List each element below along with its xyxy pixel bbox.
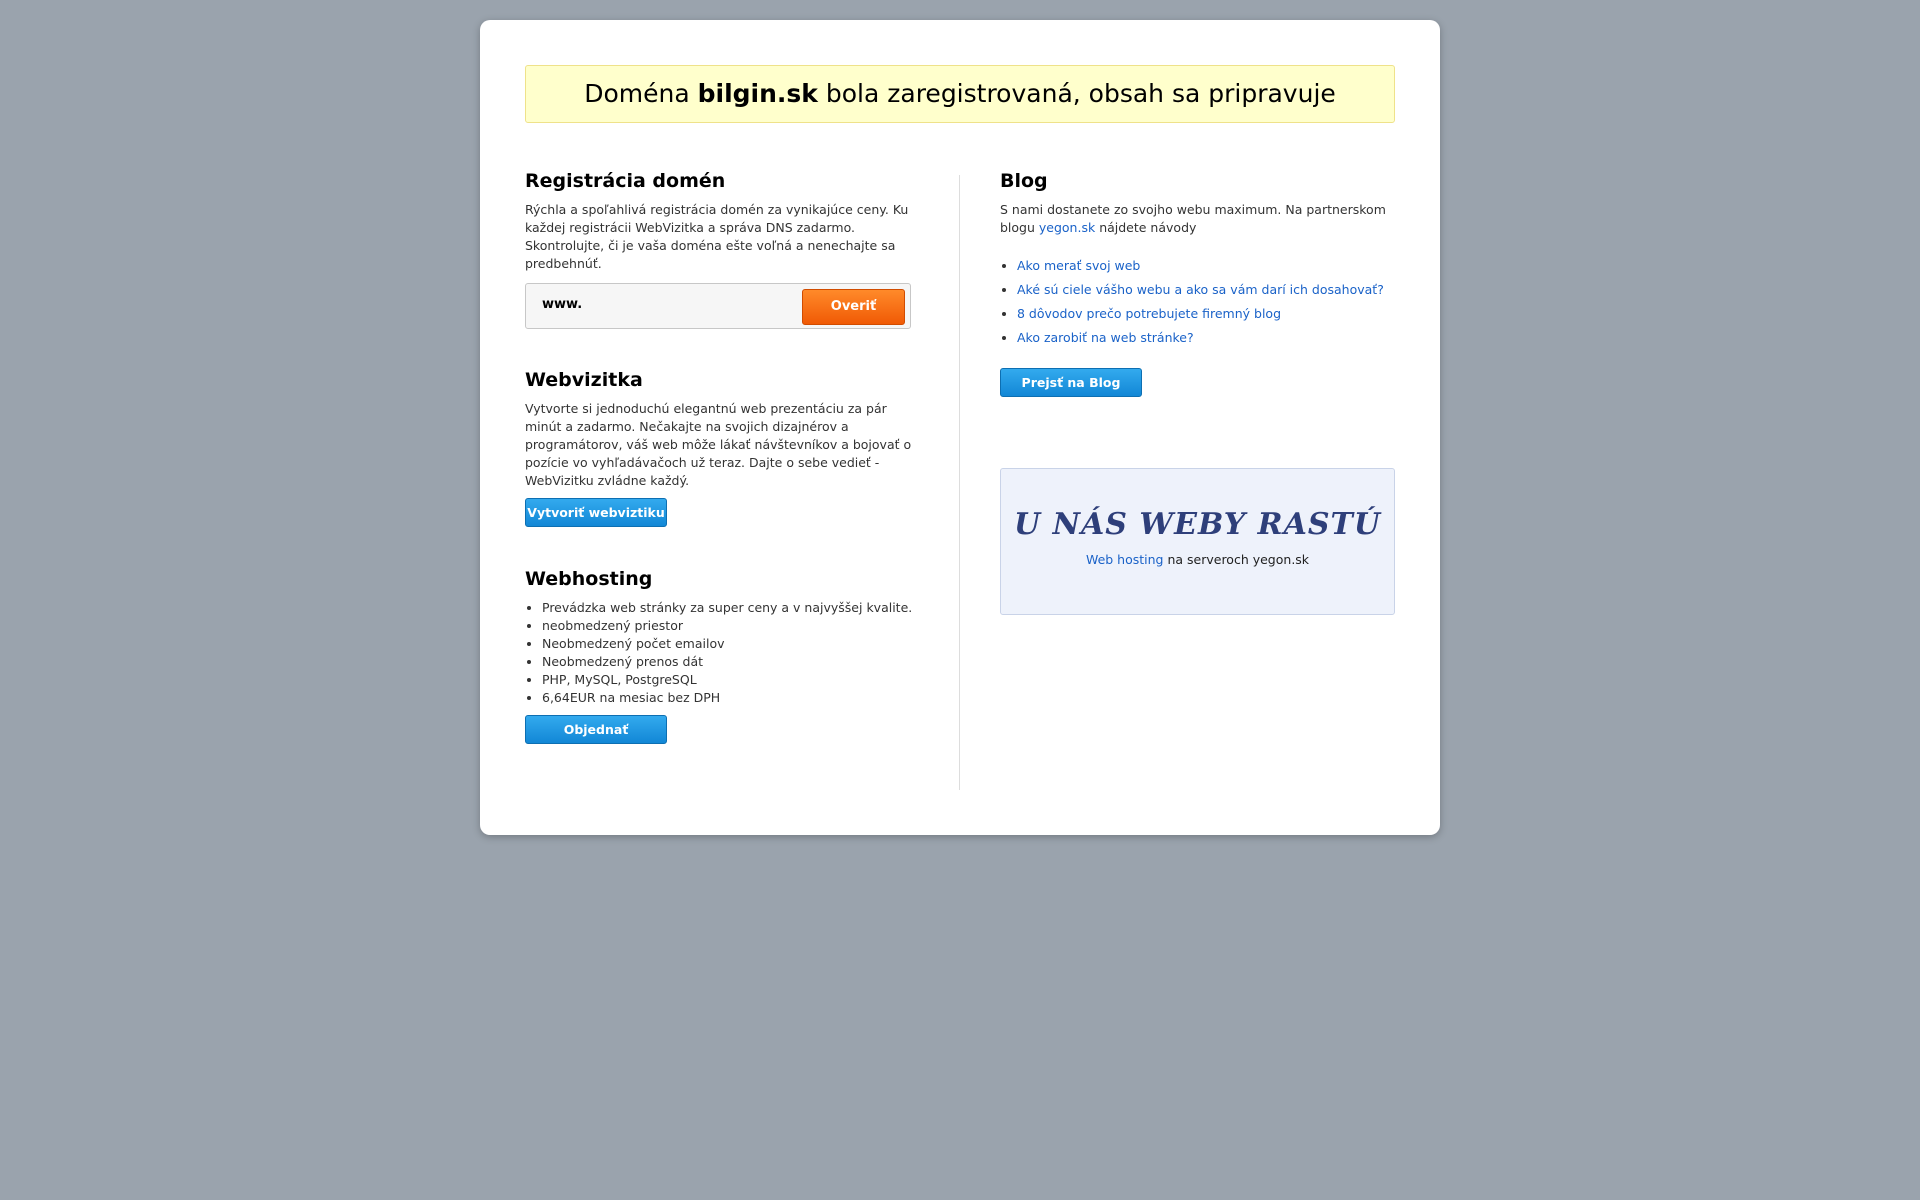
yegon-link[interactable]: yegon.sk [1038,220,1096,235]
blog-text-before: S nami dostanete zo svojho webu maximum. Na partnerskom blogu [1000,202,1386,235]
list-item [1017,302,1395,326]
go-to-blog-button[interactable]: Prejsť na Blog [1000,368,1142,397]
blog-links-list [1000,254,1395,350]
web-hosting-link[interactable]: Web hosting [1085,552,1164,567]
webhosting-section [525,568,920,744]
blog-link-measure[interactable]: Ako merať svoj web [1017,258,1141,273]
order-button[interactable]: Objednať [525,715,667,744]
banner-prefix: Doména [584,79,698,108]
promo-title: U NÁS WEBY RASTÚ [1013,507,1382,542]
list-item [1017,326,1395,350]
list-item: • PHP, MySQL, PostgreSQL [542,671,920,689]
blog-text [1000,201,1395,237]
banner-suffix: bola zaregistrovaná, obsah sa pripravuje [817,79,1336,108]
list-item [1017,278,1395,302]
webvizitka-section [525,369,920,527]
webvizitka-title: Webvizitka [525,369,643,391]
webvizitka-text: Vytvorte si jednoduchú elegantnú web prezentáciu za pár minút a zadarmo. Nečakajte na svojich dizajnérov a programátorov, váš web môže lákať návštevníkov a bojovať o pozície vo vyhľadávačoch už teraz. Dajte o sebe vedieť - WebVizitku zvládne každý. [525,401,912,488]
blog-link-goals[interactable]: Aké sú ciele vášho webu a ako sa vám darí ich dosahovať? [1017,282,1384,297]
column-divider [959,175,960,790]
domain-registration-title: Registrácia domén [525,170,726,192]
webhosting-list [525,599,920,707]
domain-search-input[interactable] [542,297,782,312]
webhosting-title: Webhosting [525,568,653,590]
content-card [480,20,1440,835]
domain-banner [525,65,1395,123]
blog-title: Blog [1000,170,1048,192]
banner-domain: bilgin.sk [697,79,818,108]
list-item: • Prevádzka web stránky za super ceny a v najvyššej kvalite. [542,599,920,617]
list-item [1017,254,1395,278]
list-item: • 6,64EUR na mesiac bez DPH [542,689,920,707]
verify-button[interactable]: Overiť [802,289,905,325]
blog-link-earn[interactable]: Ako zarobiť na web stránke? [1017,330,1194,345]
blog-link-reasons[interactable]: 8 dôvodov prečo potrebujete firemný blog [1017,306,1282,321]
blog-section [1000,170,1395,397]
promo-text-suffix: na serveroch yegon.sk [1163,552,1310,567]
promo-text [1001,552,1394,567]
domain-search-box [525,283,911,329]
list-item: • Neobmedzený počet emailov [542,635,920,653]
domain-registration-text: Rýchla a spoľahlivá registrácia domén za vynikajúce ceny. Ku každej registrácii WebVizitka a správa DNS zadarmo. Skontrolujte, či je vaša doména ešte voľná a nenechajte sa predbehnúť. [525,202,909,271]
list-item: • neobmedzený priestor [542,617,920,635]
blog-text-after: nájdete návody [1095,220,1197,235]
domain-registration-section [525,170,920,329]
list-item: • Neobmedzený prenos dát [542,653,920,671]
create-webvizitka-button[interactable]: Vytvoriť webviztiku [525,498,667,527]
hosting-promo-box [1000,468,1395,615]
